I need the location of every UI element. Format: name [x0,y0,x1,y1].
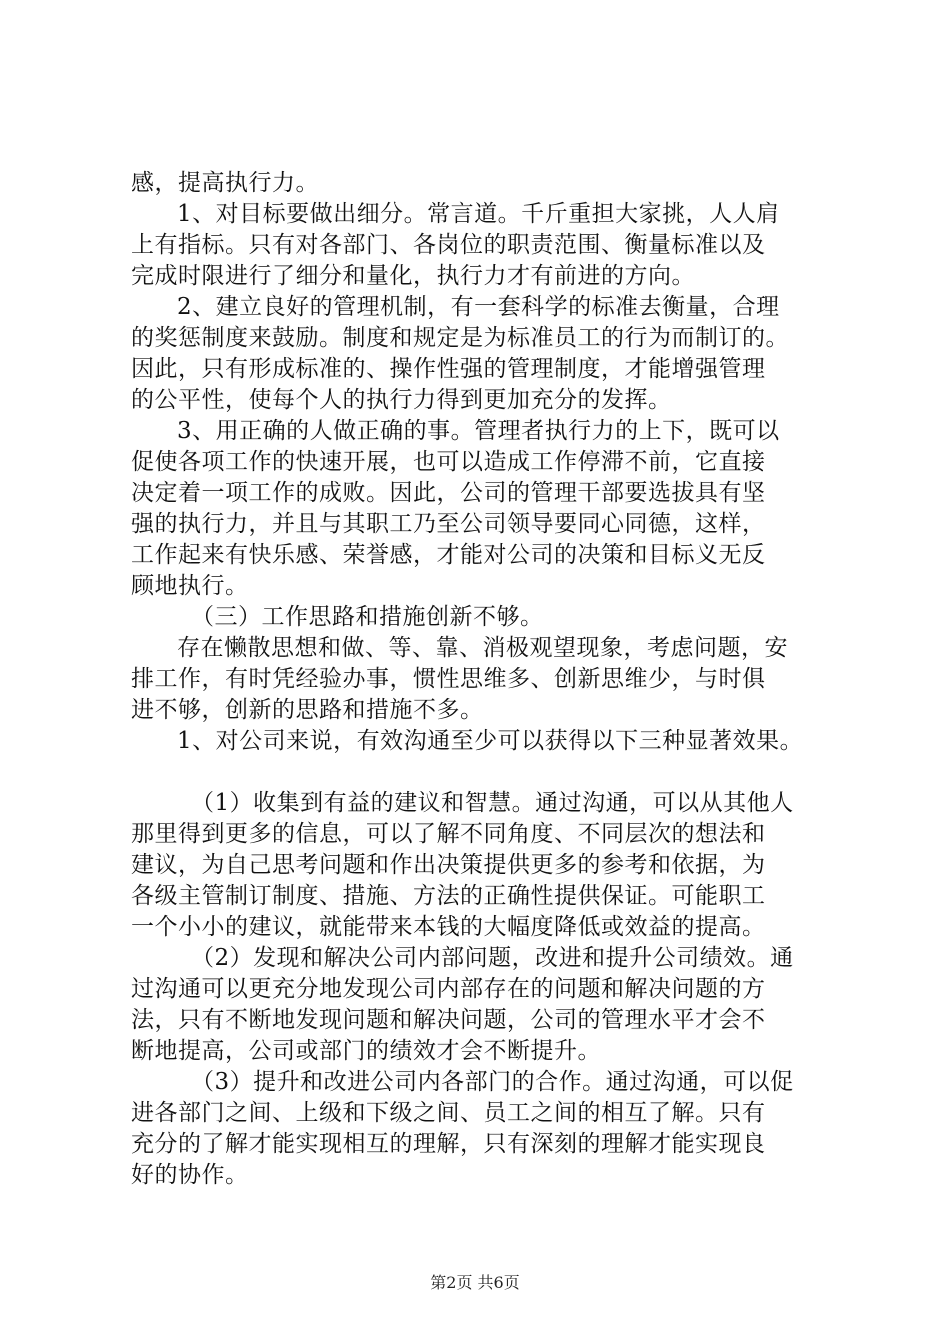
text-line: （3）提升和改进公司内各部门的合作。通过沟通，可以促 [191,1069,794,1095]
text-line: （2）发现和解决公司内部问题，改进和提升公司绩效。通 [191,945,794,971]
text-line: 的公平性，使每个人的执行力得到更加充分的发挥。 [131,387,672,413]
page-number: 第2页 共6页 [430,1273,520,1292]
text-line: 各级主管制订制度、措施、方法的正确性提供保证。可能职工 [131,883,766,909]
text-line: 1、对公司来说，有效沟通至少可以获得以下三种显著效果。 [177,728,804,754]
text-line: 感，提高执行力。 [131,170,319,196]
text-line: 促使各项工作的快速开展，也可以造成工作停滞不前，它直接 [131,449,766,475]
text-line: 2、建立良好的管理机制，有一套科学的标准去衡量，合理 [177,294,780,320]
text-line: 那里得到更多的信息，可以了解不同角度、不同层次的想法和 [131,821,766,847]
text-line: 决定着一项工作的成败。因此，公司的管理干部要选拔具有坚 [131,480,766,506]
text-line: 因此，只有形成标准的、操作性强的管理制度，才能增强管理 [131,356,766,382]
text-line: 充分的了解才能实现相互的理解，只有深刻的理解才能实现良 [131,1131,766,1157]
text-line: 建议，为自己思考问题和作出决策提供更多的参考和依据，为 [131,852,766,878]
page-footer [0,1270,950,1293]
text-line: 上有指标。只有对各部门、各岗位的职责范围、衡量标准以及 [131,232,766,258]
text-line: 1、对目标要做出细分。常言道。千斤重担大家挑，人人肩 [177,201,780,227]
text-line: 排工作，有时凭经验办事，惯性思维多、创新思维少，与时俱 [131,666,766,692]
paragraph-gap [131,757,831,788]
text-line: 强的执行力，并且与其职工乃至公司领导要同心同德，这样， [131,511,766,537]
text-line: 进不够，创新的思路和措施不多。 [131,697,484,723]
text-line: 好的协作。 [131,1162,249,1188]
text-line: 过沟通可以更充分地发现公司内部存在的问题和解决问题的方 [131,976,766,1002]
text-line: 法，只有不断地发现问题和解决问题，公司的管理水平才会不 [131,1007,766,1033]
text-line: 断地提高，公司或部门的绩效才会不断提升。 [131,1038,601,1064]
document-body [131,168,831,1191]
text-line: 一个小小的建议，就能带来本钱的大幅度降低或效益的提高。 [131,914,766,940]
text-line: 存在懒散思想和做、等、靠、消极观望现象，考虑问题，安 [177,635,788,661]
text-line: （1）收集到有益的建议和智慧。通过沟通，可以从其他人 [191,790,794,816]
text-line: 完成时限进行了细分和量化，执行力才有前进的方向。 [131,263,695,289]
section-heading: （三）工作思路和措施创新不够。 [191,604,544,630]
text-line: 的奖惩制度来鼓励。制度和规定是为标准员工的行为而制订的。 [131,325,789,351]
text-line: 工作起来有快乐感、荣誉感，才能对公司的决策和目标义无反 [131,542,766,568]
text-line: 3、用正确的人做正确的事。管理者执行力的上下，既可以 [177,418,780,444]
text-line: 顾地执行。 [131,573,249,599]
text-line: 进各部门之间、上级和下级之间、员工之间的相互了解。只有 [131,1100,766,1126]
